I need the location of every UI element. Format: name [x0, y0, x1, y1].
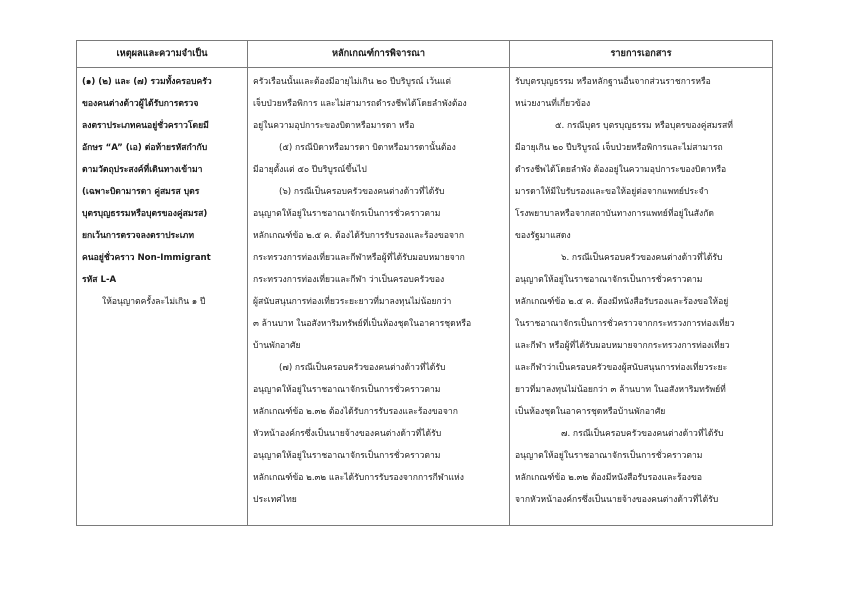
criteria-line: ประเทศไทย — [253, 495, 297, 505]
criteria-line: (๕) กรณีบิดาหรือมารดา บิดาหรือมารดานั้นต้อง — [279, 143, 456, 153]
documents-line: มีอายุเกิน ๒๐ ปีบริบูรณ์ เจ็บป่วยหรือพิการและไม่สามารถ — [515, 143, 723, 153]
criteria-line: หลักเกณฑ์ข้อ ๒.๓๒ ต้องได้รับการรับรองและร้องขอจาก — [253, 407, 458, 417]
documents-line: หลักเกณฑ์ข้อ ๒.๓๒ ต้องมีหนังสือรับรองและร้องขอ — [515, 473, 703, 483]
documents-line: อนุญาตให้อยู่ในราชอาณาจักรเป็นการชั่วคราวตาม — [515, 451, 703, 461]
criteria-line: หลักเกณฑ์ข้อ ๒.๕ ค. ต้องได้รับการรับรองและร้องขอจาก — [253, 231, 465, 241]
documents-line: ยาวที่มาลงทุนไม่น้อยกว่า ๓ ล้านบาท ในอสังหาริมทรัพย์ที่ — [515, 385, 726, 395]
documents-line: มารดาให้มีใบรับรองและขอให้อยู่ต่อจากแพทย์ประจำ — [515, 187, 709, 197]
reason-line: ของคนต่างด้าวผู้ได้รับการตรวจ — [82, 99, 199, 109]
documents-line: ๖. กรณีเป็นครอบครัวของคนต่างด้าวที่ได้รับ — [561, 253, 723, 263]
documents-line: หลักเกณฑ์ข้อ ๒.๕ ค. ต้องมีหนังสือรับรองและร้องขอให้อยู่ — [515, 297, 729, 307]
reason-line: รหัส L-A — [82, 275, 117, 285]
documents-line: หน่วยงานที่เกี่ยวข้อง — [515, 99, 591, 109]
reason-line: (เฉพาะบิดามารดา คู่สมรส บุตร — [82, 187, 200, 197]
documents-line: รับบุตรบุญธรรม หรือหลักฐานอื่นจากส่วนราชการหรือ — [515, 77, 711, 87]
header-criteria: หลักเกณฑ์การพิจารณา — [248, 41, 510, 68]
criteria-cell — [248, 68, 510, 526]
criteria-line: (๗) กรณีเป็นครอบครัวของคนต่างด้าวที่ได้รับ — [279, 363, 446, 373]
documents-line: ๗. กรณีเป็นครอบครัวของคนต่างด้าวที่ได้รับ — [561, 429, 724, 439]
criteria-line: อนุญาตให้อยู่ในราชอาณาจักรเป็นการชั่วคราวตาม — [253, 451, 441, 461]
documents-line: เป็นห้องชุดในอาคารชุดหรือบ้านพักอาศัย — [515, 407, 666, 417]
documents-line: โรงพยาบาลหรือจากสถาบันทางการแพทย์ที่อยู่ในสังกัด — [515, 209, 715, 219]
criteria-line: อนุญาตให้อยู่ในราชอาณาจักรเป็นการชั่วคราวตาม — [253, 385, 441, 395]
documents-line: อนุญาตให้อยู่ในราชอาณาจักรเป็นการชั่วคราวตาม — [515, 275, 703, 285]
criteria-line: อยู่ในความอุปการะของบิดาหรือมารดา หรือ — [253, 121, 415, 131]
documents-line: ๕. กรณีบุตร บุตรบุญธรรม หรือบุตรของคู่สมรสที่ — [555, 121, 733, 131]
documents-cell — [510, 68, 773, 526]
documents-line: และกีฬาว่าเป็นครอบครัวของผู้สนับสนุนการท่องเที่ยวระยะ — [515, 363, 728, 373]
reason-line: คนอยู่ชั่วคราว Non-Immigrant — [82, 253, 211, 263]
documents-line: จากหัวหน้าองค์กรซึ่งเป็นนายจ้างของคนต่างด้าวที่ได้รับ — [515, 495, 719, 505]
documents-line: และกีฬา หรือผู้ที่ได้รับมอบหมายจากกระทรวงการท่องเที่ยว — [515, 341, 730, 351]
criteria-line: อนุญาตให้อยู่ในราชอาณาจักรเป็นการชั่วคราวตาม — [253, 209, 441, 219]
reason-line: อักษร “A” (เอ) ต่อท้ายรหัสกำกับ — [82, 143, 208, 153]
reason-line: ให้อนุญาตครั้งละไม่เกิน ๑ ปี — [102, 297, 206, 307]
header-documents: รายการเอกสาร — [510, 41, 773, 68]
criteria-line: กระทรวงการท่องเที่ยวและกีฬาหรือผู้ที่ได้รับมอบหมายจาก — [253, 253, 465, 263]
reason-line: ลงตราประเภทคนอยู่ชั่วคราวโดยมี — [82, 121, 209, 131]
reason-line: ยกเว้นการตรวจลงตราประเภท — [82, 231, 195, 241]
document-table — [76, 40, 773, 526]
reason-line: (๑) (๒) และ (๗) รวมทั้งครอบครัว — [82, 77, 212, 87]
criteria-line: กระทรวงการท่องเที่ยวและกีฬา ว่าเป็นครอบครัวของ — [253, 275, 445, 285]
criteria-line: เจ็บป่วยหรือพิการ และไม่สามารถดำรงชีพได้โดยลำพังต้อง — [253, 99, 467, 109]
reason-line: ตามวัตถุประสงค์ที่เดินทางเข้ามา — [82, 165, 203, 175]
criteria-line: มีอายุตั้งแต่ ๕๐ ปีบริบูรณ์ขึ้นไป — [253, 165, 367, 175]
criteria-line: บ้านพักอาศัย — [253, 341, 301, 351]
criteria-line: ๓ ล้านบาท ในอสังหาริมทรัพย์ที่เป็นห้องชุดในอาคารชุดหรือ — [253, 319, 472, 329]
header-reason: เหตุผลและความจำเป็น — [77, 41, 248, 68]
table-row — [77, 68, 773, 526]
documents-line: ดำรงชีพได้โดยลำพัง ต้องอยู่ในความอุปการะของบิดาหรือ — [515, 165, 727, 175]
header-row — [77, 41, 773, 68]
reason-cell — [77, 68, 248, 526]
reason-line: บุตรบุญธรรมหรือบุตรของคู่สมรส) — [82, 209, 208, 219]
documents-line: ในราชอาณาจักรเป็นการชั่วคราวจากกระทรวงการท่องเที่ยว — [515, 319, 735, 329]
criteria-line: ครัวเรือนนั้นและต้องมีอายุไม่เกิน ๒๐ ปีบริบูรณ์ เว้นแต่ — [253, 77, 452, 87]
criteria-line: หลักเกณฑ์ข้อ ๒.๓๒ และได้รับการรับรองจากการกีฬาแห่ง — [253, 473, 464, 483]
criteria-line: (๖) กรณีเป็นครอบครัวของคนต่างด้าวที่ได้รับ — [279, 187, 445, 197]
criteria-line: ผู้สนับสนุนการท่องเที่ยวระยะยาวที่มาลงทุนไม่น้อยกว่า — [253, 297, 452, 307]
documents-line: ของรัฐมาแสดง — [515, 231, 571, 241]
criteria-line: หัวหน้าองค์กรซึ่งเป็นนายจ้างของคนต่างด้าวที่ได้รับ — [253, 429, 442, 439]
